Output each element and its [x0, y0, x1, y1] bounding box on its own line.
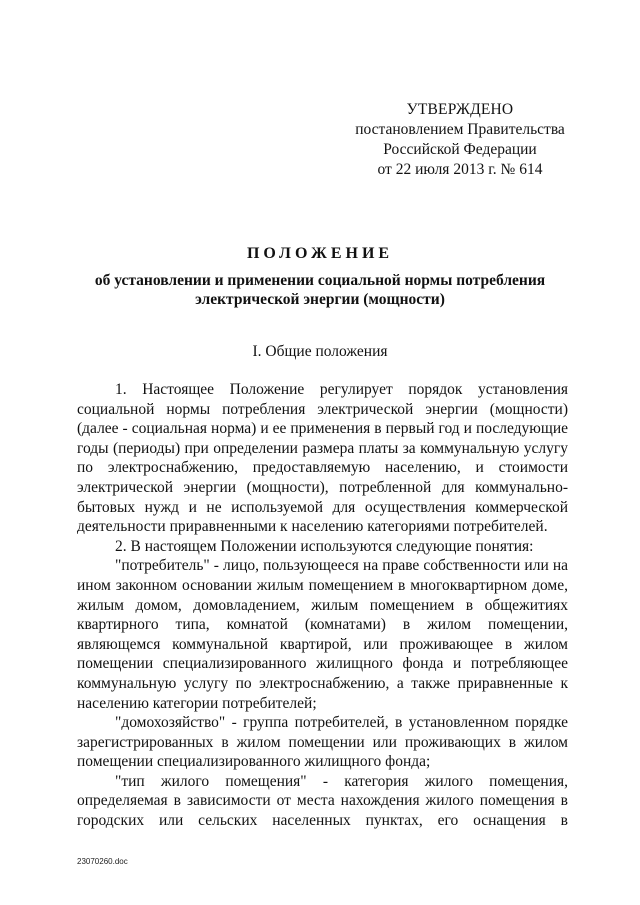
document-body [77, 380, 568, 831]
paragraph-dwelling-type-definition: "тип жилого помещения" - категория жилого помещения, определяемая в зависимости от места нахождения жилого помещения в городских или сельских населенных пунктах, его оснащения в [77, 772, 568, 830]
approval-line-federation: Российской Федерации [383, 141, 537, 158]
document-title: ПОЛОЖЕНИЕ [246, 245, 394, 262]
footer-file-name: 23070260.doc [77, 857, 128, 866]
approval-line-approved: УТВЕРЖДЕНО [406, 101, 514, 118]
approval-line-resolution: постановлением Правительства [355, 121, 565, 138]
approval-stamp [340, 100, 580, 180]
document-subtitle: об установлении и применении социальной нормы потребления электрической энергии (мощности) [94, 272, 546, 308]
section-heading: I. Общие положения [252, 343, 388, 360]
paragraph-2: 2. В настоящем Положении используются следующие понятия: [115, 537, 534, 555]
paragraph-household-definition: "домохозяйство" - группа потребителей, в установленном порядке зарегистрированных в жилом помещении или проживающих в жилом помещении специализированного жилищного фонда; [77, 714, 568, 771]
approval-line-date: от 22 июля 2013 г. № 614 [377, 161, 543, 178]
paragraph-1: 1. Настоящее Положение регулирует порядок установления социальной нормы потребления электрической энергии (мощности) (далее - социальная норма) и ее применения в первый год и последующие годы (периоды) при определении размера платы за коммунальную услугу по электроснабжению, предоставляемую населению, и стоимости электрической энергии (мощности), потребленной для коммунально-бытовых нужд и не используемой для осуществления коммерческой деятельности приравненными к населению категориями потребителей. [77, 381, 568, 536]
paragraph-consumer-definition: "потребитель" - лицо, пользующееся на праве собственности или на ином законном основании жилым помещением в многоквартирном доме, жилым домом, домовладением, жилым помещением в общежитиях квартирного типа, комнатой (комнатами) в жилом помещении, являющемся коммунальной квартирой, или проживающее в жилом помещении специализированного жилищного фонда и потребляющее коммунальную услугу по электроснабжению, а также приравненные к населению категории потребителей; [77, 557, 568, 712]
